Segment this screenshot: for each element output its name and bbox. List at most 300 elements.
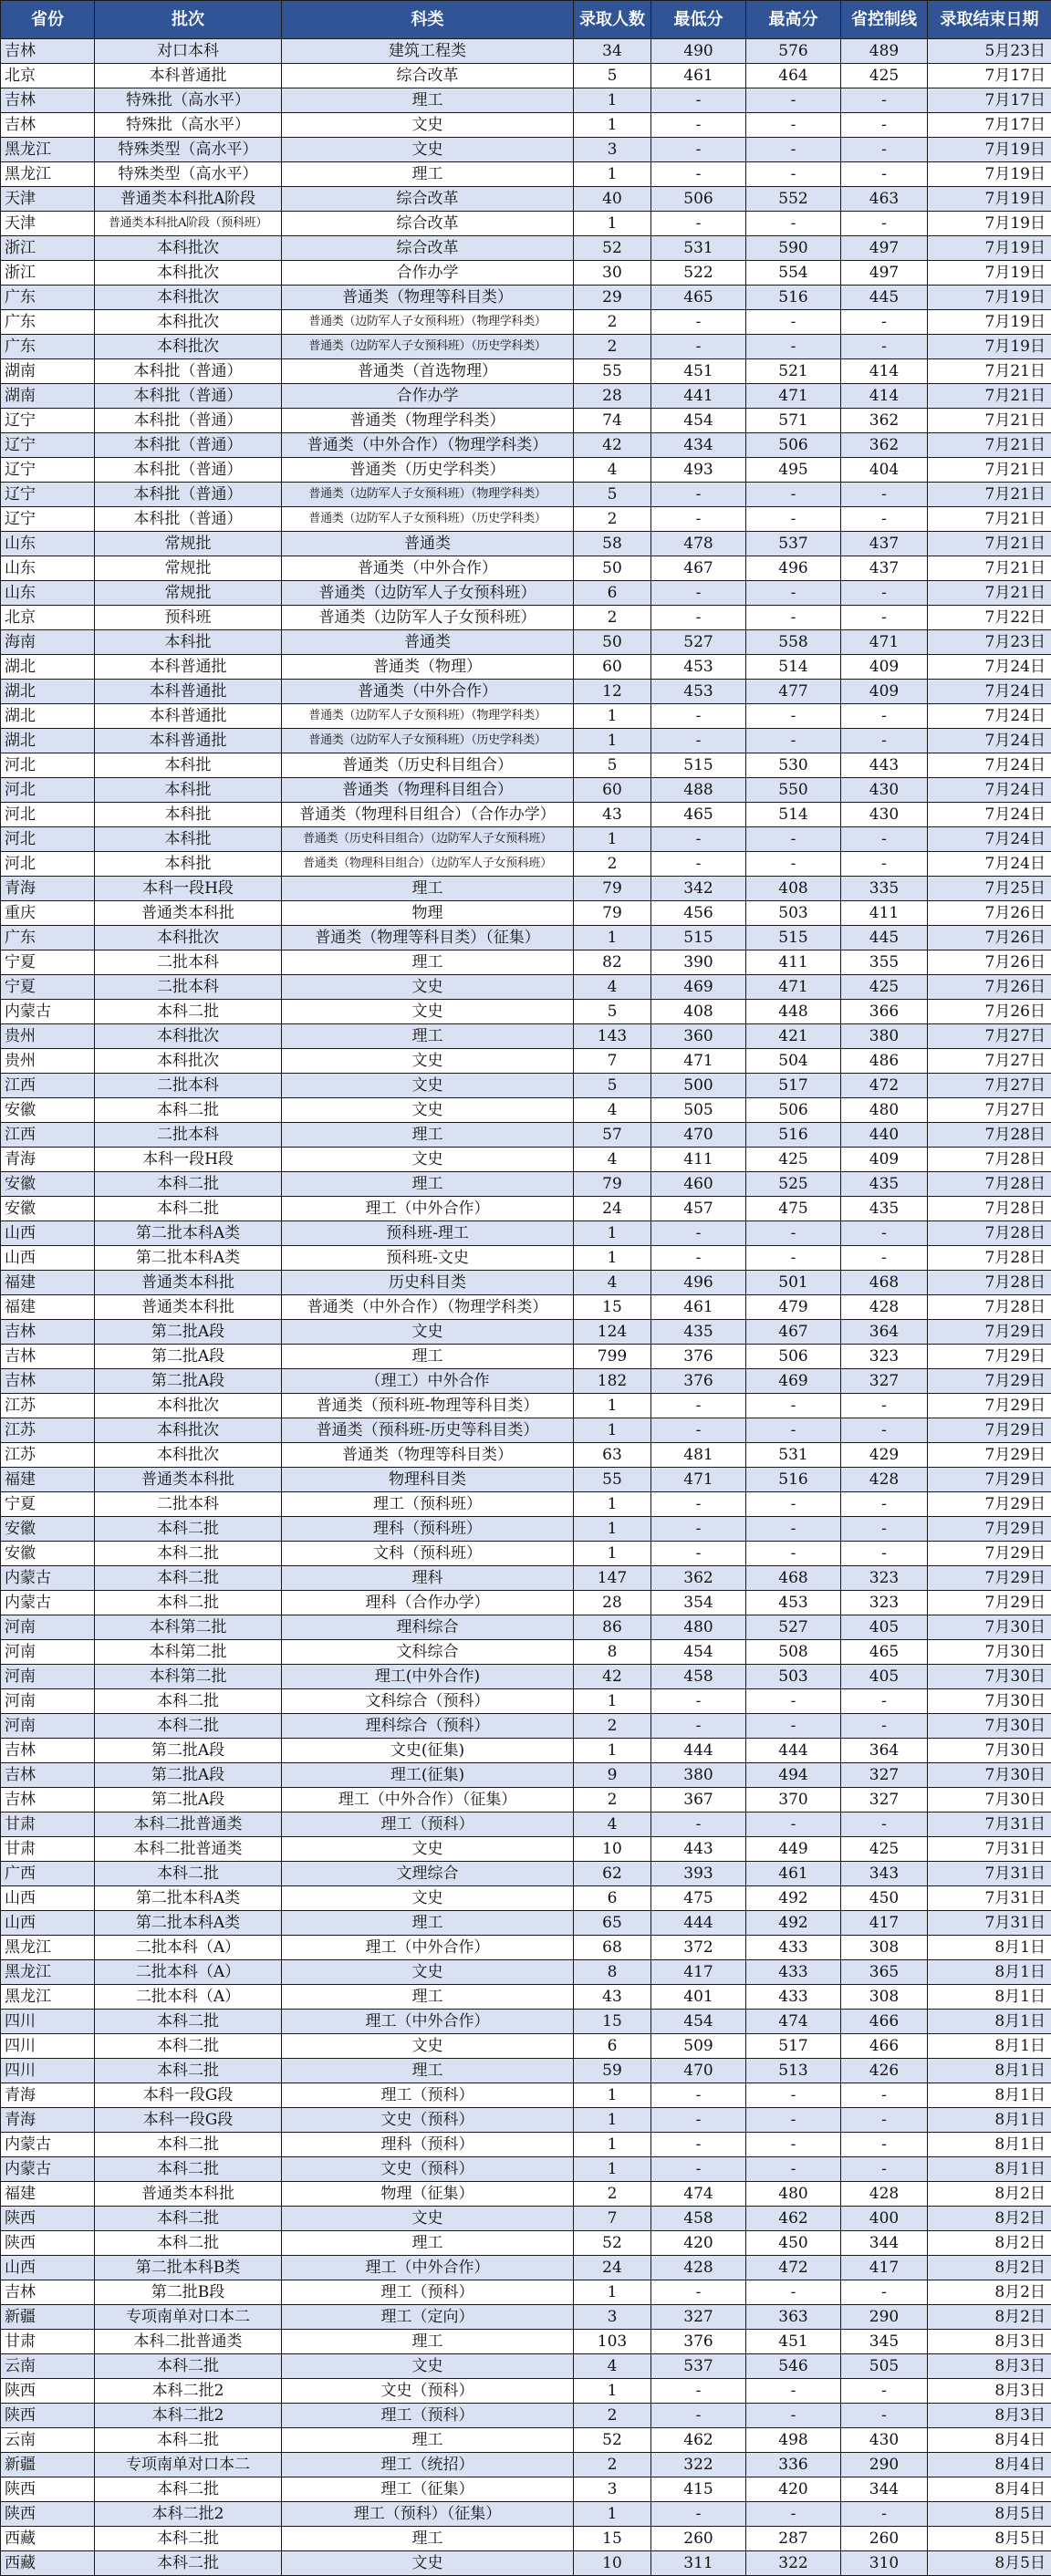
cell-min-score: - <box>651 310 746 335</box>
cell-max-score: - <box>746 827 841 852</box>
cell-max-score: 527 <box>746 1615 841 1640</box>
cell-province: 贵州 <box>1 1049 95 1074</box>
cell-batch: 本科二批 <box>95 2133 282 2157</box>
cell-min-score: - <box>651 212 746 236</box>
table-row <box>1 1345 1051 1369</box>
cell-end-date: 7月21日 <box>928 433 1051 458</box>
cell-batch: 普通类本科批 <box>95 901 282 926</box>
cell-category: 文史 <box>282 2551 574 2576</box>
cell-province: 河南 <box>1 1689 95 1714</box>
cell-control-line: 344 <box>841 2231 928 2256</box>
cell-max-score: 471 <box>746 384 841 409</box>
cell-category: 理工 <box>282 2059 574 2083</box>
cell-batch: 专项南单对口本二 <box>95 2305 282 2330</box>
cell-control-line: 405 <box>841 1665 928 1689</box>
cell-end-date: 7月30日 <box>928 1739 1051 1763</box>
cell-batch: 本科批次 <box>95 335 282 359</box>
cell-category: 文史(征集) <box>282 1739 574 1763</box>
cell-province: 河南 <box>1 1665 95 1689</box>
cell-admitted: 6 <box>574 2034 651 2059</box>
cell-min-score: 480 <box>651 1615 746 1640</box>
cell-province: 辽宁 <box>1 483 95 507</box>
cell-end-date: 7月28日 <box>928 1246 1051 1271</box>
cell-end-date: 7月21日 <box>928 483 1051 507</box>
cell-admitted: 1 <box>574 1246 651 1271</box>
cell-control-line: - <box>841 1492 928 1517</box>
cell-end-date: 7月26日 <box>928 950 1051 975</box>
cell-admitted: 82 <box>574 950 651 975</box>
table-row <box>1 950 1051 975</box>
cell-category: 理工 <box>282 2231 574 2256</box>
table-row <box>1 138 1051 162</box>
cell-province: 甘肃 <box>1 1813 95 1837</box>
cell-control-line: 497 <box>841 236 928 261</box>
table-row <box>1 1640 1051 1665</box>
cell-control-line: 327 <box>841 1369 928 1394</box>
cell-max-score: - <box>746 2157 841 2182</box>
cell-admitted: 4 <box>574 1148 651 1172</box>
cell-admitted: 42 <box>574 1665 651 1689</box>
cell-end-date: 7月29日 <box>928 1492 1051 1517</box>
cell-admitted: 65 <box>574 1911 651 1936</box>
cell-control-line: - <box>841 2108 928 2133</box>
cell-control-line: - <box>841 2404 928 2428</box>
cell-category: 文史 <box>282 138 574 162</box>
cell-control-line: - <box>841 483 928 507</box>
table-row <box>1 1049 1051 1074</box>
cell-province: 浙江 <box>1 236 95 261</box>
cell-category: 综合改革 <box>282 187 574 212</box>
cell-end-date: 8月1日 <box>928 2133 1051 2157</box>
cell-end-date: 7月19日 <box>928 138 1051 162</box>
cell-end-date: 7月27日 <box>928 1024 1051 1049</box>
cell-province: 陕西 <box>1 2379 95 2404</box>
table-row <box>1 483 1051 507</box>
cell-batch: 本科批次 <box>95 1418 282 1443</box>
cell-province: 山西 <box>1 1886 95 1911</box>
cell-batch: 第二批A段 <box>95 1788 282 1813</box>
cell-end-date: 8月2日 <box>928 2231 1051 2256</box>
cell-province: 福建 <box>1 1468 95 1492</box>
cell-admitted: 2 <box>574 2453 651 2477</box>
cell-admitted: 79 <box>574 901 651 926</box>
cell-batch: 第二批本科A类 <box>95 1911 282 1936</box>
cell-category: 普通类（边防军人子女预科班）（物理学科类） <box>282 704 574 729</box>
table-row <box>1 778 1051 803</box>
cell-control-line: - <box>841 113 928 138</box>
cell-control-line: 260 <box>841 2527 928 2551</box>
cell-end-date: 7月19日 <box>928 187 1051 212</box>
cell-admitted: 79 <box>574 1172 651 1197</box>
cell-control-line: 323 <box>841 1566 928 1591</box>
cell-province: 安徽 <box>1 1517 95 1542</box>
table-row <box>1 532 1051 556</box>
table-row <box>1 606 1051 630</box>
cell-control-line: - <box>841 852 928 877</box>
cell-admitted: 1 <box>574 2083 651 2108</box>
cell-category: 文史 <box>282 975 574 1000</box>
cell-batch: 本科批（普通） <box>95 409 282 433</box>
cell-category: 普通类（中外合作）（物理学科类） <box>282 1295 574 1320</box>
cell-end-date: 7月21日 <box>928 556 1051 581</box>
cell-admitted: 2 <box>574 1788 651 1813</box>
cell-province: 陕西 <box>1 2502 95 2527</box>
cell-admitted: 5 <box>574 1074 651 1098</box>
cell-end-date: 7月28日 <box>928 1123 1051 1148</box>
table-row <box>1 113 1051 138</box>
cell-admitted: 1 <box>574 827 651 852</box>
table-row <box>1 556 1051 581</box>
cell-max-score: 517 <box>746 2034 841 2059</box>
cell-admitted: 6 <box>574 1886 651 1911</box>
cell-province: 广东 <box>1 286 95 310</box>
table-row <box>1 2034 1051 2059</box>
cell-max-score: 503 <box>746 901 841 926</box>
cell-province: 河北 <box>1 778 95 803</box>
cell-admitted: 1 <box>574 1221 651 1246</box>
cell-control-line: - <box>841 1394 928 1418</box>
table-row <box>1 1615 1051 1640</box>
cell-category: 理科综合 <box>282 1615 574 1640</box>
table-row <box>1 1689 1051 1714</box>
cell-end-date: 7月29日 <box>928 1418 1051 1443</box>
cell-control-line: 409 <box>841 680 928 704</box>
cell-end-date: 7月30日 <box>928 1665 1051 1689</box>
cell-batch: 第二批A段 <box>95 1739 282 1763</box>
cell-category: 普通类（边防军人子女预科班）（物理学科类） <box>282 483 574 507</box>
cell-province: 浙江 <box>1 261 95 286</box>
cell-end-date: 7月24日 <box>928 852 1051 877</box>
cell-batch: 本科批（普通） <box>95 483 282 507</box>
cell-min-score: - <box>651 2502 746 2527</box>
cell-control-line: 429 <box>841 1443 928 1468</box>
cell-category: 历史科目类 <box>282 1271 574 1295</box>
cell-batch: 常规批 <box>95 532 282 556</box>
cell-control-line: 472 <box>841 1074 928 1098</box>
cell-end-date: 7月28日 <box>928 1295 1051 1320</box>
cell-max-score: - <box>746 852 841 877</box>
cell-control-line: 417 <box>841 1911 928 1936</box>
table-row <box>1 2010 1051 2034</box>
cell-control-line: 463 <box>841 187 928 212</box>
cell-min-score: 458 <box>651 2207 746 2231</box>
cell-batch: 预科班 <box>95 606 282 630</box>
cell-category: 文史 <box>282 1000 574 1024</box>
cell-control-line: 327 <box>841 1763 928 1788</box>
cell-admitted: 12 <box>574 680 651 704</box>
cell-min-score: - <box>651 162 746 187</box>
header-category: 科类 <box>282 1 574 39</box>
cell-end-date: 8月1日 <box>928 2108 1051 2133</box>
table-row <box>1 1665 1051 1689</box>
cell-admitted: 86 <box>574 1615 651 1640</box>
cell-max-score: 516 <box>746 1468 841 1492</box>
cell-category: 文史 <box>282 2354 574 2379</box>
cell-category: 理工 <box>282 1024 574 1049</box>
cell-province: 宁夏 <box>1 1492 95 1517</box>
table-row <box>1 753 1051 778</box>
cell-max-score: 576 <box>746 39 841 64</box>
cell-batch: 本科二批普通类 <box>95 1837 282 1862</box>
cell-admitted: 2 <box>574 335 651 359</box>
cell-control-line: - <box>841 1689 928 1714</box>
cell-min-score: - <box>651 1813 746 1837</box>
cell-province: 江西 <box>1 1074 95 1098</box>
cell-end-date: 7月31日 <box>928 1813 1051 1837</box>
cell-end-date: 5月23日 <box>928 39 1051 64</box>
table-row <box>1 926 1051 950</box>
cell-control-line: 445 <box>841 926 928 950</box>
cell-province: 吉林 <box>1 1739 95 1763</box>
table-row <box>1 359 1051 384</box>
cell-min-score: 443 <box>651 1837 746 1862</box>
cell-province: 广东 <box>1 926 95 950</box>
cell-province: 天津 <box>1 212 95 236</box>
cell-end-date: 7月30日 <box>928 1615 1051 1640</box>
cell-category: 理工 <box>282 1172 574 1197</box>
cell-province: 广东 <box>1 335 95 359</box>
cell-max-score: - <box>746 1221 841 1246</box>
cell-category: 理工（中外合作） <box>282 1197 574 1221</box>
cell-province: 湖北 <box>1 704 95 729</box>
table-row <box>1 261 1051 286</box>
cell-min-score: 362 <box>651 1566 746 1591</box>
cell-province: 陕西 <box>1 2231 95 2256</box>
cell-control-line: 425 <box>841 64 928 88</box>
cell-max-score: 516 <box>746 286 841 310</box>
cell-province: 安徽 <box>1 1197 95 1221</box>
cell-min-score: 411 <box>651 1148 746 1172</box>
cell-max-score: 467 <box>746 1320 841 1345</box>
cell-max-score: 546 <box>746 2354 841 2379</box>
cell-admitted: 1 <box>574 2280 651 2305</box>
cell-category: 理工 <box>282 2330 574 2354</box>
cell-admitted: 1 <box>574 2157 651 2182</box>
cell-end-date: 7月24日 <box>928 778 1051 803</box>
cell-control-line: - <box>841 2083 928 2108</box>
cell-admitted: 5 <box>574 1000 651 1024</box>
cell-category: 普通类（物理科目组合）（边防军人子女预科班） <box>282 852 574 877</box>
cell-min-score: - <box>651 1492 746 1517</box>
cell-admitted: 15 <box>574 2010 651 2034</box>
cell-control-line: 366 <box>841 1000 928 1024</box>
cell-province: 甘肃 <box>1 2330 95 2354</box>
cell-max-score: 469 <box>746 1369 841 1394</box>
cell-province: 重庆 <box>1 901 95 926</box>
cell-min-score: 311 <box>651 2551 746 2576</box>
cell-batch: 本科二批 <box>95 2551 282 2576</box>
cell-min-score: - <box>651 729 746 753</box>
cell-batch: 二批本科（A） <box>95 1985 282 2010</box>
cell-category: 普通类（中外合作） <box>282 680 574 704</box>
cell-batch: 二批本科 <box>95 975 282 1000</box>
cell-end-date: 7月24日 <box>928 753 1051 778</box>
cell-max-score: - <box>746 1689 841 1714</box>
cell-max-score: 513 <box>746 2059 841 2083</box>
cell-min-score: 461 <box>651 1295 746 1320</box>
cell-end-date: 7月28日 <box>928 1172 1051 1197</box>
cell-min-score: 453 <box>651 655 746 680</box>
cell-end-date: 8月4日 <box>928 2428 1051 2453</box>
cell-control-line: - <box>841 1542 928 1566</box>
cell-admitted: 2 <box>574 507 651 532</box>
cell-control-line: 425 <box>841 1837 928 1862</box>
cell-max-score: 558 <box>746 630 841 655</box>
cell-province: 广西 <box>1 1862 95 1886</box>
table-row <box>1 1369 1051 1394</box>
cell-end-date: 7月26日 <box>928 1000 1051 1024</box>
cell-end-date: 7月17日 <box>928 64 1051 88</box>
cell-control-line: 437 <box>841 556 928 581</box>
cell-province: 辽宁 <box>1 409 95 433</box>
cell-max-score: 450 <box>746 2231 841 2256</box>
cell-admitted: 1 <box>574 704 651 729</box>
cell-min-score: 515 <box>651 926 746 950</box>
cell-batch: 本科二批 <box>95 1172 282 1197</box>
cell-batch: 本科二批 <box>95 1517 282 1542</box>
cell-province: 湖北 <box>1 729 95 753</box>
table-row <box>1 2354 1051 2379</box>
cell-province: 云南 <box>1 2354 95 2379</box>
cell-admitted: 7 <box>574 2207 651 2231</box>
cell-max-score: 444 <box>746 1739 841 1763</box>
cell-category: 文史 <box>282 1098 574 1123</box>
cell-min-score: 515 <box>651 753 746 778</box>
cell-end-date: 8月5日 <box>928 2502 1051 2527</box>
cell-max-score: 480 <box>746 2182 841 2207</box>
cell-category: 理工（预科） <box>282 1813 574 1837</box>
cell-control-line: - <box>841 212 928 236</box>
cell-min-score: 441 <box>651 384 746 409</box>
cell-admitted: 57 <box>574 1123 651 1148</box>
cell-admitted: 5 <box>574 753 651 778</box>
table-row <box>1 1246 1051 1271</box>
table-row <box>1 630 1051 655</box>
cell-control-line: 344 <box>841 2477 928 2502</box>
cell-control-line: 364 <box>841 1320 928 1345</box>
cell-province: 内蒙古 <box>1 2157 95 2182</box>
cell-min-score: 537 <box>651 2354 746 2379</box>
cell-admitted: 1 <box>574 2379 651 2404</box>
table-row <box>1 1886 1051 1911</box>
cell-category: 理工（预科班） <box>282 1492 574 1517</box>
cell-batch: 对口本科 <box>95 39 282 64</box>
cell-min-score: - <box>651 581 746 606</box>
cell-min-score: 360 <box>651 1024 746 1049</box>
cell-max-score: 451 <box>746 2330 841 2354</box>
cell-category: 文科综合（预科） <box>282 1689 574 1714</box>
cell-admitted: 74 <box>574 409 651 433</box>
cell-province: 河北 <box>1 827 95 852</box>
cell-end-date: 8月1日 <box>928 1936 1051 1960</box>
cell-category: 普通类（历史学科类） <box>282 458 574 483</box>
cell-max-score: - <box>746 581 841 606</box>
cell-min-score: - <box>651 1394 746 1418</box>
cell-province: 青海 <box>1 877 95 901</box>
cell-max-score: 322 <box>746 2551 841 2576</box>
cell-control-line: 435 <box>841 1172 928 1197</box>
cell-province: 湖北 <box>1 680 95 704</box>
cell-category: 预科班-文史 <box>282 1246 574 1271</box>
cell-category: 文科（预科班） <box>282 1542 574 1566</box>
cell-control-line: 417 <box>841 2256 928 2280</box>
cell-min-score: 444 <box>651 1911 746 1936</box>
cell-max-score: - <box>746 335 841 359</box>
cell-batch: 本科普通批 <box>95 704 282 729</box>
cell-control-line: - <box>841 2379 928 2404</box>
table-row <box>1 1074 1051 1098</box>
cell-category: 理工 <box>282 1345 574 1369</box>
cell-end-date: 7月29日 <box>928 1443 1051 1468</box>
header-end-date: 录取结束日期 <box>928 1 1051 39</box>
cell-batch: 二批本科 <box>95 950 282 975</box>
cell-end-date: 8月4日 <box>928 2453 1051 2477</box>
cell-batch: 特殊批（高水平） <box>95 113 282 138</box>
cell-category: 文史 <box>282 1049 574 1074</box>
cell-end-date: 7月26日 <box>928 975 1051 1000</box>
cell-province: 西藏 <box>1 2527 95 2551</box>
cell-admitted: 9 <box>574 1763 651 1788</box>
cell-category: 文科综合 <box>282 1640 574 1665</box>
cell-control-line: 411 <box>841 901 928 926</box>
table-row <box>1 1148 1051 1172</box>
cell-max-score: 433 <box>746 1936 841 1960</box>
cell-max-score: 492 <box>746 1911 841 1936</box>
cell-category: 预科班-理工 <box>282 1221 574 1246</box>
cell-end-date: 7月27日 <box>928 1049 1051 1074</box>
cell-category: 理工（中外合作） <box>282 2256 574 2280</box>
cell-min-score: - <box>651 2404 746 2428</box>
cell-province: 吉林 <box>1 1345 95 1369</box>
cell-province: 河南 <box>1 1615 95 1640</box>
cell-end-date: 7月24日 <box>928 680 1051 704</box>
cell-batch: 本科第二批 <box>95 1640 282 1665</box>
cell-min-score: 342 <box>651 877 746 901</box>
cell-category: 普通类 <box>282 532 574 556</box>
cell-max-score: - <box>746 2083 841 2108</box>
cell-end-date: 7月19日 <box>928 286 1051 310</box>
cell-control-line: 489 <box>841 39 928 64</box>
cell-batch: 本科第二批 <box>95 1665 282 1689</box>
cell-category: 理工 <box>282 877 574 901</box>
cell-category: 普通类（边防军人子女预科班）（历史学科类） <box>282 507 574 532</box>
cell-min-score: 420 <box>651 2231 746 2256</box>
cell-admitted: 4 <box>574 1098 651 1123</box>
cell-min-score: 488 <box>651 778 746 803</box>
cell-min-score: 475 <box>651 1886 746 1911</box>
cell-max-score: - <box>746 138 841 162</box>
cell-max-score: 468 <box>746 1566 841 1591</box>
cell-province: 山东 <box>1 581 95 606</box>
cell-category: 文史 <box>282 1837 574 1862</box>
table-row <box>1 1788 1051 1813</box>
cell-end-date: 8月1日 <box>928 1985 1051 2010</box>
cell-control-line: 400 <box>841 2207 928 2231</box>
cell-batch: 本科批次 <box>95 236 282 261</box>
cell-admitted: 52 <box>574 2428 651 2453</box>
cell-category: 普通类（物理学科类） <box>282 409 574 433</box>
cell-min-score: 354 <box>651 1591 746 1615</box>
cell-min-score: 474 <box>651 2182 746 2207</box>
cell-batch: 本科二批 <box>95 2207 282 2231</box>
cell-batch: 本科批次 <box>95 926 282 950</box>
cell-category: 理工 <box>282 88 574 113</box>
table-row <box>1 2428 1051 2453</box>
cell-admitted: 7 <box>574 1049 651 1074</box>
cell-category: 理工（定向） <box>282 2305 574 2330</box>
cell-admitted: 143 <box>574 1024 651 1049</box>
cell-min-score: 444 <box>651 1739 746 1763</box>
